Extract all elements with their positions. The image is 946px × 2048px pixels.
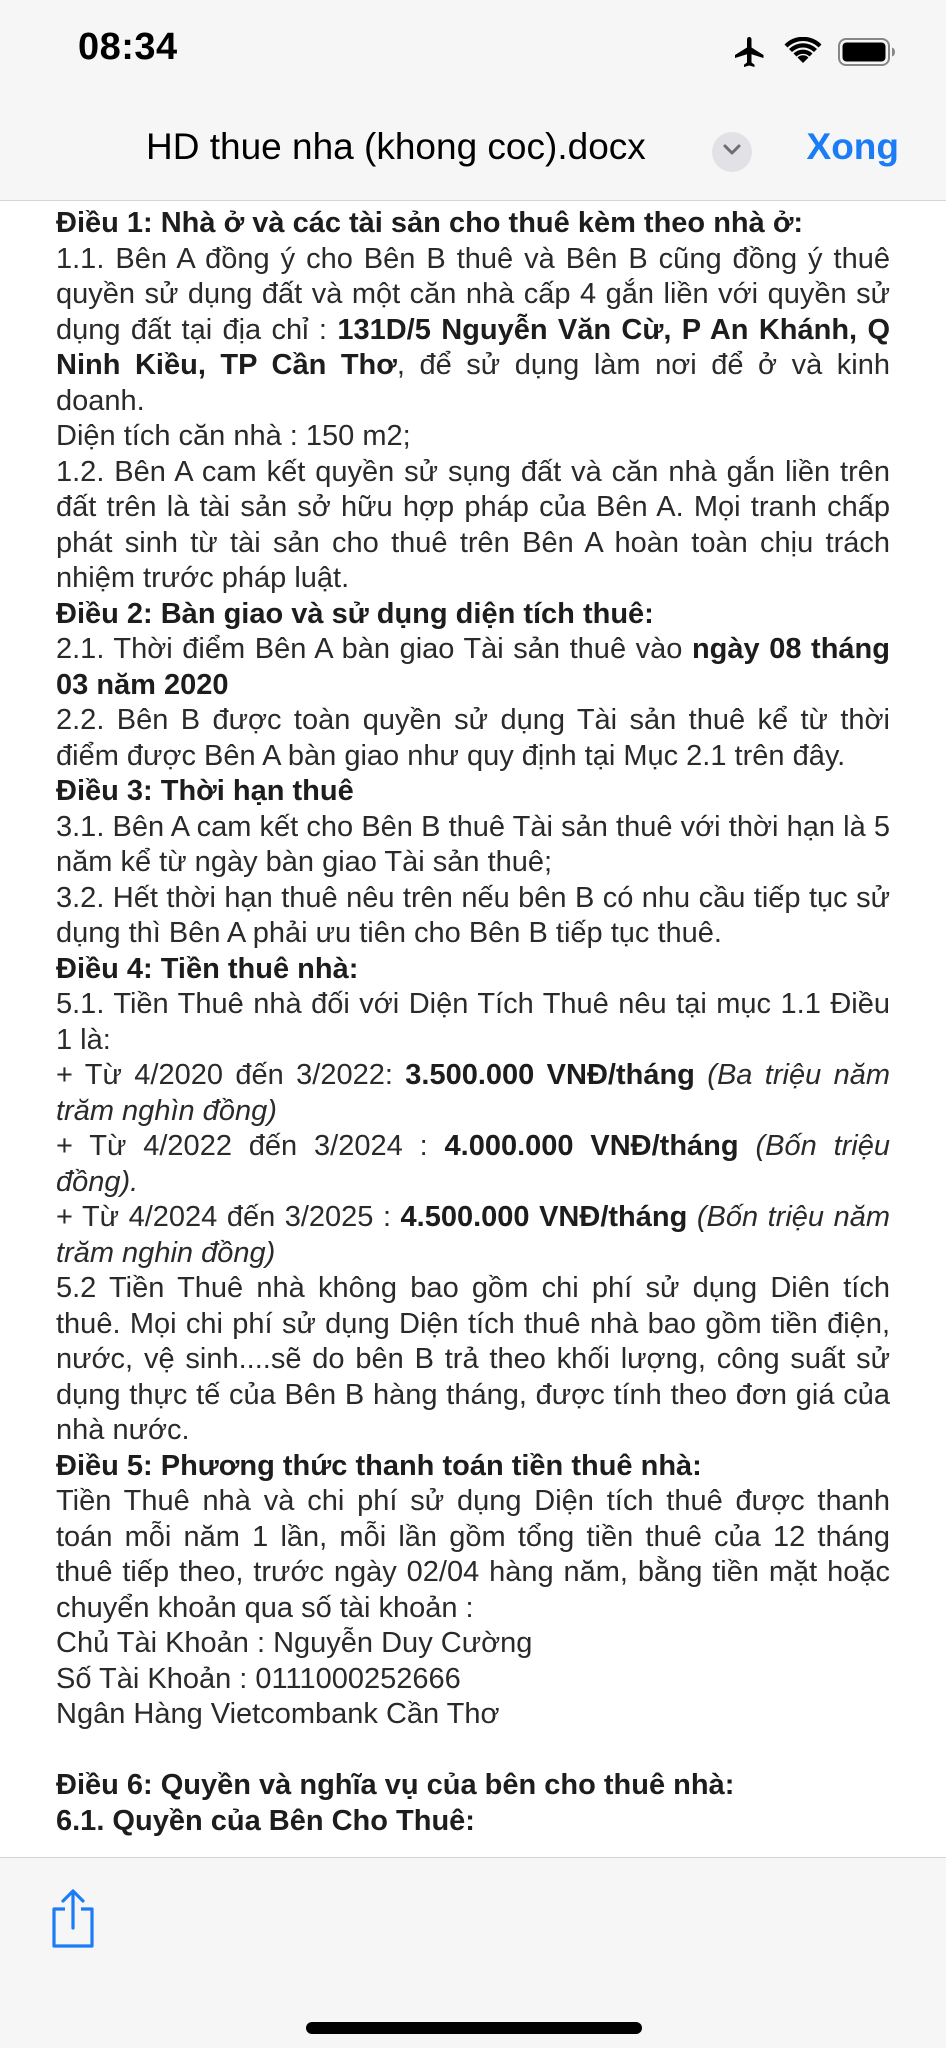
blank-line xyxy=(56,1733,890,1769)
chevron-down-icon xyxy=(722,143,742,162)
bold-text: Điều 2: Bàn giao và sử dụng diện tích thuê: xyxy=(56,597,654,630)
text-run: 3.2. Hết thời hạn thuê nêu trên nếu bên B có nhu cầu tiếp tục sử dụng thì Bên A phải ưu tiên cho Bên B tiếp tục thuê. xyxy=(56,881,890,949)
document-paragraph xyxy=(56,1484,890,1626)
text-run: + Từ 4/2024 đến 3/2025 : xyxy=(56,1201,401,1233)
bold-text: Điều 3: Thời hạn thuê xyxy=(56,775,354,807)
status-time: 08:34 xyxy=(78,26,178,68)
text-run: , để sử dụng làm nơi để ở và kinh doanh. xyxy=(56,349,890,417)
bold-text: ngày 08 tháng 03 năm 2020 xyxy=(56,633,890,701)
text-run: 1.1. Bên A đồng ý cho Bên B thuê và Bên B cũng đồng ý thuê quyền sử dụng đất và một căn nhà cấp 4 gắn liền với quyền sử dụng đất tại địa chỉ : xyxy=(56,242,890,346)
document-paragraph xyxy=(56,1662,890,1698)
document-paragraph xyxy=(56,952,890,988)
document-content xyxy=(56,206,890,1839)
share-icon xyxy=(48,1937,98,1954)
share-button[interactable] xyxy=(48,1888,98,1950)
wifi-icon xyxy=(784,37,822,67)
title-menu-button[interactable] xyxy=(712,132,752,172)
airplane-icon xyxy=(732,34,768,70)
top-chrome xyxy=(0,0,946,201)
bold-text: Điều 1: Nhà ở và các tài sản cho thuê kèm theo nhà ở: xyxy=(56,207,804,239)
text-run: Ngân Hàng Vietcombank Cần Thơ xyxy=(56,1698,500,1730)
document-paragraph xyxy=(56,703,890,774)
bold-text: Điều 5: Phương thức thanh toán tiền thuê nhà: xyxy=(56,1449,702,1482)
document-paragraph xyxy=(56,987,890,1058)
text-run: Diện tích căn nhà : 150 m2; xyxy=(56,420,411,452)
bold-text: 131D/5 Nguyễn Văn Cừ, P An Khánh, Q Ninh Kiều, TP Cần Thơ xyxy=(56,313,890,381)
document-paragraph xyxy=(56,1058,890,1129)
document-paragraph xyxy=(56,206,890,242)
battery-icon xyxy=(838,38,896,66)
text-run: Chủ Tài Khoản : Nguyễn Duy Cường xyxy=(56,1627,533,1659)
text-run xyxy=(739,1130,756,1162)
text-run: + Từ 4/2022 đến 3/2024 : xyxy=(56,1130,445,1162)
bold-text: 3.500.000 VNĐ/tháng xyxy=(405,1059,695,1091)
italic-text: (Ba triệu năm trăm nghìn đồng) xyxy=(56,1059,890,1127)
document-paragraph xyxy=(56,242,890,420)
document-paragraph xyxy=(56,1200,890,1271)
bold-text: 4.000.000 VNĐ/tháng xyxy=(444,1130,739,1162)
bold-text: 4.500.000 VNĐ/tháng xyxy=(400,1201,688,1233)
text-run xyxy=(695,1059,707,1091)
done-button[interactable]: Xong xyxy=(806,126,899,167)
document-paragraph xyxy=(56,1768,890,1804)
document-paragraph xyxy=(56,1697,890,1733)
bottom-toolbar xyxy=(0,1857,946,2048)
document-paragraph xyxy=(56,774,890,810)
document-paragraph xyxy=(56,881,890,952)
italic-text: (Bốn triệu đồng). xyxy=(56,1130,890,1198)
home-indicator xyxy=(306,2022,642,2034)
document-title: HD thue nha (khong coc).docx xyxy=(146,126,646,167)
status-icons xyxy=(732,32,896,72)
document-paragraph xyxy=(56,597,890,633)
text-run: 2.1. Thời điểm Bên A bàn giao Tài sản thuê vào xyxy=(56,633,692,665)
text-run: 5.2 Tiền Thuê nhà không bao gồm chi phí sử dụng Diên tích thuê. Mọi chi phí sử dụng Diện tích thuê nhà bao gồm tiền điện, nước, vệ sinh....sẽ do bên B trả theo khối lượng, công suất sử dụng thực tế của Bên B hàng tháng, được tính theo đơn giá của nhà nước. xyxy=(56,1272,890,1446)
text-run: 5.1. Tiền Thuê nhà đối với Diện Tích Thuê nêu tại mục 1.1 Điều 1 là: xyxy=(56,988,890,1056)
document-paragraph xyxy=(56,419,890,455)
document-viewer[interactable] xyxy=(0,201,946,1857)
document-paragraph xyxy=(56,1804,890,1840)
text-run: + Từ 4/2020 đến 3/2022: xyxy=(56,1059,406,1091)
document-paragraph xyxy=(56,810,890,881)
italic-text: (Bốn triệu năm trăm nghin đồng) xyxy=(56,1201,890,1269)
text-run: Tiền Thuê nhà và chi phí sử dụng Diện tích thuê được thanh toán mỗi năm 1 lần, mỗi lần gồm tổng tiền thuê của 12 tháng thuê tiếp theo, trước ngày 02/04 hàng năm, bằng tiền mặt hoặc chuyển khoản qua số tài khoản : xyxy=(56,1485,890,1624)
document-paragraph xyxy=(56,632,890,703)
bold-text: Điều 4: Tiền thuê nhà: xyxy=(56,952,359,985)
text-run: 2.2. Bên B được toàn quyền sử dụng Tài sản thuê kể từ thời điểm được Bên A bàn giao như quy định tại Mục 2.1 trên đây. xyxy=(56,704,890,772)
bold-text: Điều 6: Quyền và nghĩa vụ của bên cho thuê nhà: xyxy=(56,1769,735,1801)
text-run xyxy=(687,1201,697,1233)
text-run: 1.2. Bên A cam kết quyền sử sụng đất và căn nhà gắn liền trên đất trên là tài sản sở hữu hợp pháp của Bên A. Mọi tranh chấp phát sinh từ tài sản cho thuê trên Bên A hoàn toàn chịu trách nhiệm trước pháp luật. xyxy=(56,455,890,594)
text-run: 3.1. Bên A cam kết cho Bên B thuê Tài sản thuê với thời hạn là 5 năm kể từ ngày bàn giao Tài sản thuê; xyxy=(56,810,890,878)
document-paragraph xyxy=(56,1129,890,1200)
document-paragraph xyxy=(56,1626,890,1662)
document-paragraph xyxy=(56,455,890,597)
text-run: Số Tài Khoản : 0111000252666 xyxy=(56,1662,461,1695)
bold-text: 6.1. Quyền của Bên Cho Thuê: xyxy=(56,1804,475,1837)
document-paragraph xyxy=(56,1449,890,1485)
document-paragraph xyxy=(56,1271,890,1449)
